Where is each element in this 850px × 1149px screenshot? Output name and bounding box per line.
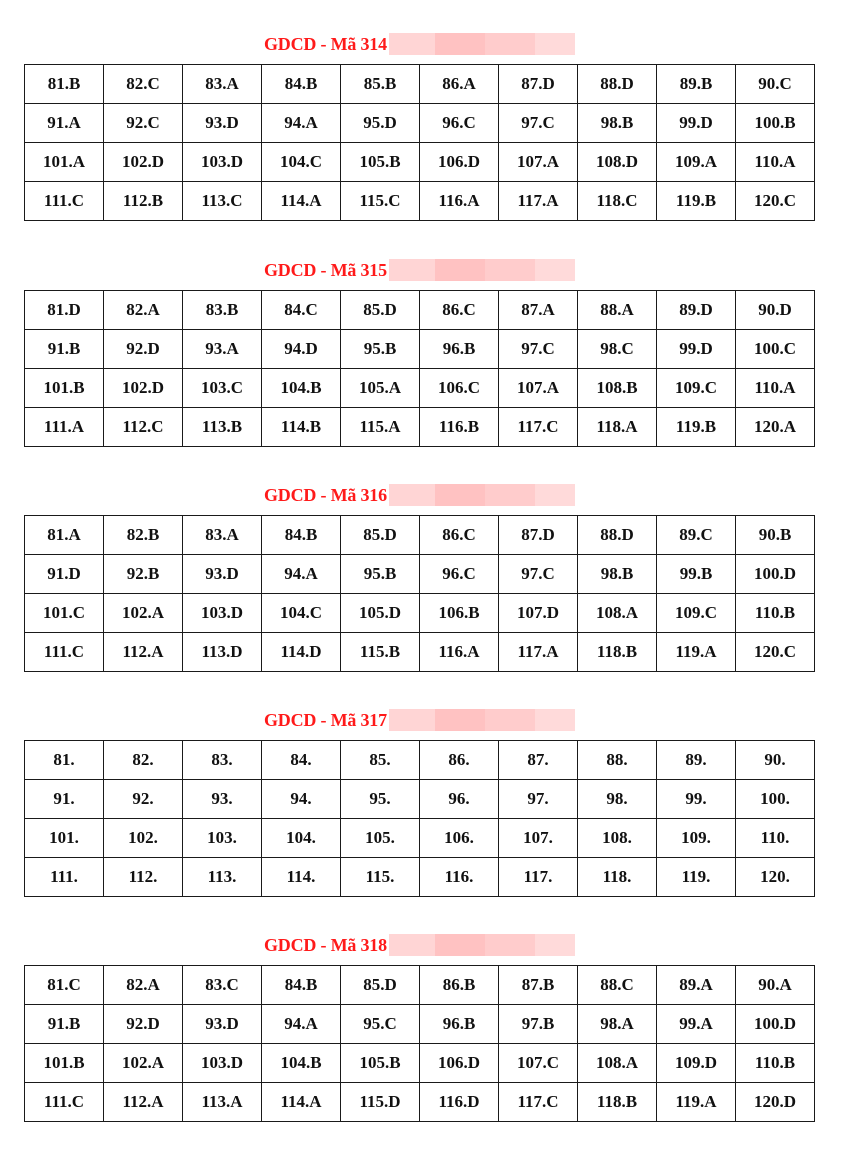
answer-cell: 98.B (578, 104, 657, 143)
answer-cell: 83.A (183, 65, 262, 104)
answer-cell: 111.C (25, 1083, 104, 1122)
answer-cell: 117.A (499, 633, 578, 672)
redacted-watermark (389, 484, 575, 506)
answer-cell: 104.B (262, 1044, 341, 1083)
section-header (264, 707, 575, 733)
answer-cell: 102.D (104, 369, 183, 408)
answer-cell: 84. (262, 741, 341, 780)
answer-cell: 90.D (736, 291, 815, 330)
answer-cell: 88.D (578, 516, 657, 555)
answer-cell: 101.B (25, 1044, 104, 1083)
section-title: GDCD - Mã 318 (264, 934, 387, 955)
answer-cell: 88. (578, 741, 657, 780)
answer-cell: 98. (578, 780, 657, 819)
answer-table (24, 965, 815, 1122)
table-row (25, 65, 815, 104)
answer-cell: 115.A (341, 408, 420, 447)
redacted-watermark (389, 33, 575, 55)
answer-cell: 105.D (341, 594, 420, 633)
answer-cell: 104.B (262, 369, 341, 408)
answer-cell: 117.C (499, 1083, 578, 1122)
answer-cell: 100.D (736, 1005, 815, 1044)
answer-cell: 113.A (183, 1083, 262, 1122)
answer-cell: 102.A (104, 594, 183, 633)
answer-cell: 98.B (578, 555, 657, 594)
answer-cell: 92.B (104, 555, 183, 594)
answer-cell: 107. (499, 819, 578, 858)
answer-cell: 99.B (657, 555, 736, 594)
answer-cell: 115. (341, 858, 420, 897)
answer-cell: 118.B (578, 1083, 657, 1122)
answer-cell: 84.B (262, 516, 341, 555)
answer-cell: 103.D (183, 1044, 262, 1083)
answer-cell: 87.D (499, 65, 578, 104)
answer-cell: 119.B (657, 182, 736, 221)
answer-cell: 92.D (104, 330, 183, 369)
answer-cell: 111.C (25, 633, 104, 672)
answer-cell: 90.B (736, 516, 815, 555)
answer-cell: 120.D (736, 1083, 815, 1122)
answer-cell: 97.C (499, 555, 578, 594)
answer-cell: 93. (183, 780, 262, 819)
answer-cell: 110. (736, 819, 815, 858)
answer-cell: 86. (420, 741, 499, 780)
answer-cell: 86.C (420, 291, 499, 330)
answer-cell: 100.B (736, 104, 815, 143)
answer-cell: 109.C (657, 594, 736, 633)
answer-cell: 84.B (262, 65, 341, 104)
answer-cell: 83.A (183, 516, 262, 555)
table-row (25, 780, 815, 819)
answer-cell: 102. (104, 819, 183, 858)
answer-cell: 112. (104, 858, 183, 897)
answer-cell: 90.A (736, 966, 815, 1005)
answer-cell: 106.C (420, 369, 499, 408)
answer-cell: 99.D (657, 330, 736, 369)
answer-cell: 101.A (25, 143, 104, 182)
answer-cell: 86.C (420, 516, 499, 555)
answer-cell: 116.B (420, 408, 499, 447)
answer-cell: 109. (657, 819, 736, 858)
section-header (264, 482, 575, 508)
answer-cell: 82. (104, 741, 183, 780)
answer-cell: 87.D (499, 516, 578, 555)
answer-cell: 114.B (262, 408, 341, 447)
answer-cell: 108.A (578, 1044, 657, 1083)
table-row (25, 1005, 815, 1044)
answer-cell: 99.D (657, 104, 736, 143)
answer-cell: 118.C (578, 182, 657, 221)
answer-cell: 110.B (736, 1044, 815, 1083)
answer-cell: 95.C (341, 1005, 420, 1044)
answer-cell: 91. (25, 780, 104, 819)
answer-cell: 107.A (499, 369, 578, 408)
answer-cell: 103.D (183, 143, 262, 182)
answer-cell: 93.D (183, 1005, 262, 1044)
section-title: GDCD - Mã 315 (264, 259, 387, 280)
answer-cell: 113.D (183, 633, 262, 672)
answer-cell: 84.C (262, 291, 341, 330)
answer-cell: 112.A (104, 633, 183, 672)
answer-cell: 102.D (104, 143, 183, 182)
answer-cell: 83. (183, 741, 262, 780)
answer-cell: 87. (499, 741, 578, 780)
answer-cell: 91.A (25, 104, 104, 143)
answer-cell: 107.A (499, 143, 578, 182)
answer-cell: 104. (262, 819, 341, 858)
answer-cell: 94.D (262, 330, 341, 369)
answer-cell: 89.A (657, 966, 736, 1005)
answer-cell: 105.A (341, 369, 420, 408)
table-row (25, 330, 815, 369)
answer-cell: 109.D (657, 1044, 736, 1083)
answer-cell: 89.C (657, 516, 736, 555)
section-header (264, 932, 575, 958)
answer-cell: 95.B (341, 555, 420, 594)
answer-cell: 101.B (25, 369, 104, 408)
redacted-watermark (389, 934, 575, 956)
section-title: GDCD - Mã 316 (264, 484, 387, 505)
table-row (25, 633, 815, 672)
answer-cell: 95. (341, 780, 420, 819)
answer-cell: 99. (657, 780, 736, 819)
table-row (25, 594, 815, 633)
answer-cell: 99.A (657, 1005, 736, 1044)
answer-cell: 82.A (104, 966, 183, 1005)
answer-cell: 92.C (104, 104, 183, 143)
answer-cell: 106. (420, 819, 499, 858)
answer-cell: 89. (657, 741, 736, 780)
table-row (25, 555, 815, 594)
answer-cell: 98.A (578, 1005, 657, 1044)
answer-cell: 84.B (262, 966, 341, 1005)
answer-cell: 119.A (657, 633, 736, 672)
answer-cell: 109.A (657, 143, 736, 182)
answer-cell: 91.B (25, 1005, 104, 1044)
answer-cell: 98.C (578, 330, 657, 369)
answer-table (24, 290, 815, 447)
answer-cell: 119.B (657, 408, 736, 447)
answer-cell: 114.A (262, 1083, 341, 1122)
answer-cell: 85. (341, 741, 420, 780)
answer-cell: 100.D (736, 555, 815, 594)
table-row (25, 966, 815, 1005)
answer-cell: 119. (657, 858, 736, 897)
answer-table (24, 740, 815, 897)
answer-cell: 115.C (341, 182, 420, 221)
answer-cell: 95.D (341, 104, 420, 143)
table-row (25, 408, 815, 447)
answer-cell: 95.B (341, 330, 420, 369)
answer-cell: 120.C (736, 633, 815, 672)
answer-cell: 104.C (262, 143, 341, 182)
answer-cell: 85.D (341, 291, 420, 330)
answer-cell: 94.A (262, 555, 341, 594)
answer-cell: 107.C (499, 1044, 578, 1083)
answer-cell: 114.A (262, 182, 341, 221)
answer-cell: 97.C (499, 330, 578, 369)
answer-cell: 96.C (420, 104, 499, 143)
table-row (25, 819, 815, 858)
answer-cell: 85.D (341, 516, 420, 555)
answer-cell: 91.D (25, 555, 104, 594)
table-row (25, 291, 815, 330)
answer-cell: 105. (341, 819, 420, 858)
answer-cell: 116.A (420, 633, 499, 672)
answer-cell: 115.D (341, 1083, 420, 1122)
answer-table (24, 64, 815, 221)
answer-cell: 94. (262, 780, 341, 819)
answer-cell: 97. (499, 780, 578, 819)
answer-cell: 120.C (736, 182, 815, 221)
answer-cell: 82.B (104, 516, 183, 555)
answer-cell: 118.B (578, 633, 657, 672)
answer-cell: 111.C (25, 182, 104, 221)
section-header (264, 257, 575, 283)
answer-cell: 85.B (341, 65, 420, 104)
table-row (25, 143, 815, 182)
section-title: GDCD - Mã 317 (264, 709, 387, 730)
answer-cell: 90.C (736, 65, 815, 104)
answer-cell: 108.B (578, 369, 657, 408)
answer-cell: 101.C (25, 594, 104, 633)
answer-cell: 81.C (25, 966, 104, 1005)
answer-cell: 108.A (578, 594, 657, 633)
table-row (25, 741, 815, 780)
answer-cell: 83.C (183, 966, 262, 1005)
table-row (25, 1083, 815, 1122)
answer-cell: 93.D (183, 555, 262, 594)
answer-cell: 111.A (25, 408, 104, 447)
answer-cell: 111. (25, 858, 104, 897)
answer-cell: 97.B (499, 1005, 578, 1044)
answer-cell: 96.C (420, 555, 499, 594)
answer-cell: 105.B (341, 143, 420, 182)
redacted-watermark (389, 259, 575, 281)
answer-cell: 114.D (262, 633, 341, 672)
answer-table (24, 515, 815, 672)
answer-cell: 81.A (25, 516, 104, 555)
answer-cell: 92. (104, 780, 183, 819)
answer-cell: 94.A (262, 1005, 341, 1044)
answer-cell: 88.A (578, 291, 657, 330)
answer-cell: 112.B (104, 182, 183, 221)
answer-cell: 96.B (420, 330, 499, 369)
answer-cell: 103.C (183, 369, 262, 408)
answer-cell: 106.B (420, 594, 499, 633)
answer-cell: 117. (499, 858, 578, 897)
answer-cell: 83.B (183, 291, 262, 330)
table-row (25, 858, 815, 897)
answer-cell: 89.B (657, 65, 736, 104)
answer-cell: 103.D (183, 594, 262, 633)
answer-cell: 87.B (499, 966, 578, 1005)
answer-cell: 113. (183, 858, 262, 897)
answer-cell: 93.A (183, 330, 262, 369)
answer-cell: 118.A (578, 408, 657, 447)
answer-cell: 82.A (104, 291, 183, 330)
answer-cell: 117.A (499, 182, 578, 221)
answer-cell: 115.B (341, 633, 420, 672)
table-row (25, 104, 815, 143)
answer-cell: 119.A (657, 1083, 736, 1122)
answer-cell: 112.A (104, 1083, 183, 1122)
answer-cell: 88.D (578, 65, 657, 104)
answer-cell: 97.C (499, 104, 578, 143)
answer-cell: 81.D (25, 291, 104, 330)
answer-cell: 96. (420, 780, 499, 819)
answer-cell: 109.C (657, 369, 736, 408)
answer-cell: 114. (262, 858, 341, 897)
answer-cell: 108.D (578, 143, 657, 182)
answer-cell: 113.B (183, 408, 262, 447)
answer-cell: 88.C (578, 966, 657, 1005)
answer-cell: 110.B (736, 594, 815, 633)
answer-cell: 100. (736, 780, 815, 819)
section-title: GDCD - Mã 314 (264, 33, 387, 54)
answer-cell: 105.B (341, 1044, 420, 1083)
answer-cell: 106.D (420, 1044, 499, 1083)
answer-cell: 110.A (736, 369, 815, 408)
table-row (25, 369, 815, 408)
answer-cell: 113.C (183, 182, 262, 221)
answer-cell: 107.D (499, 594, 578, 633)
redacted-watermark (389, 709, 575, 731)
answer-cell: 85.D (341, 966, 420, 1005)
answer-cell: 102.A (104, 1044, 183, 1083)
table-row (25, 1044, 815, 1083)
answer-cell: 120.A (736, 408, 815, 447)
answer-cell: 116. (420, 858, 499, 897)
answer-cell: 86.A (420, 65, 499, 104)
answer-cell: 91.B (25, 330, 104, 369)
answer-cell: 92.D (104, 1005, 183, 1044)
answer-cell: 86.B (420, 966, 499, 1005)
table-row (25, 182, 815, 221)
section-header (264, 31, 575, 57)
answer-cell: 117.C (499, 408, 578, 447)
answer-cell: 106.D (420, 143, 499, 182)
answer-cell: 100.C (736, 330, 815, 369)
answer-cell: 96.B (420, 1005, 499, 1044)
answer-cell: 110.A (736, 143, 815, 182)
answer-cell: 116.A (420, 182, 499, 221)
answer-cell: 89.D (657, 291, 736, 330)
answer-cell: 108. (578, 819, 657, 858)
answer-cell: 82.C (104, 65, 183, 104)
answer-cell: 116.D (420, 1083, 499, 1122)
answer-cell: 81.B (25, 65, 104, 104)
answer-cell: 103. (183, 819, 262, 858)
answer-cell: 90. (736, 741, 815, 780)
answer-cell: 87.A (499, 291, 578, 330)
table-row (25, 516, 815, 555)
answer-cell: 112.C (104, 408, 183, 447)
answer-cell: 94.A (262, 104, 341, 143)
answer-cell: 120. (736, 858, 815, 897)
answer-cell: 104.C (262, 594, 341, 633)
answer-cell: 101. (25, 819, 104, 858)
answer-cell: 81. (25, 741, 104, 780)
answer-cell: 93.D (183, 104, 262, 143)
answer-cell: 118. (578, 858, 657, 897)
